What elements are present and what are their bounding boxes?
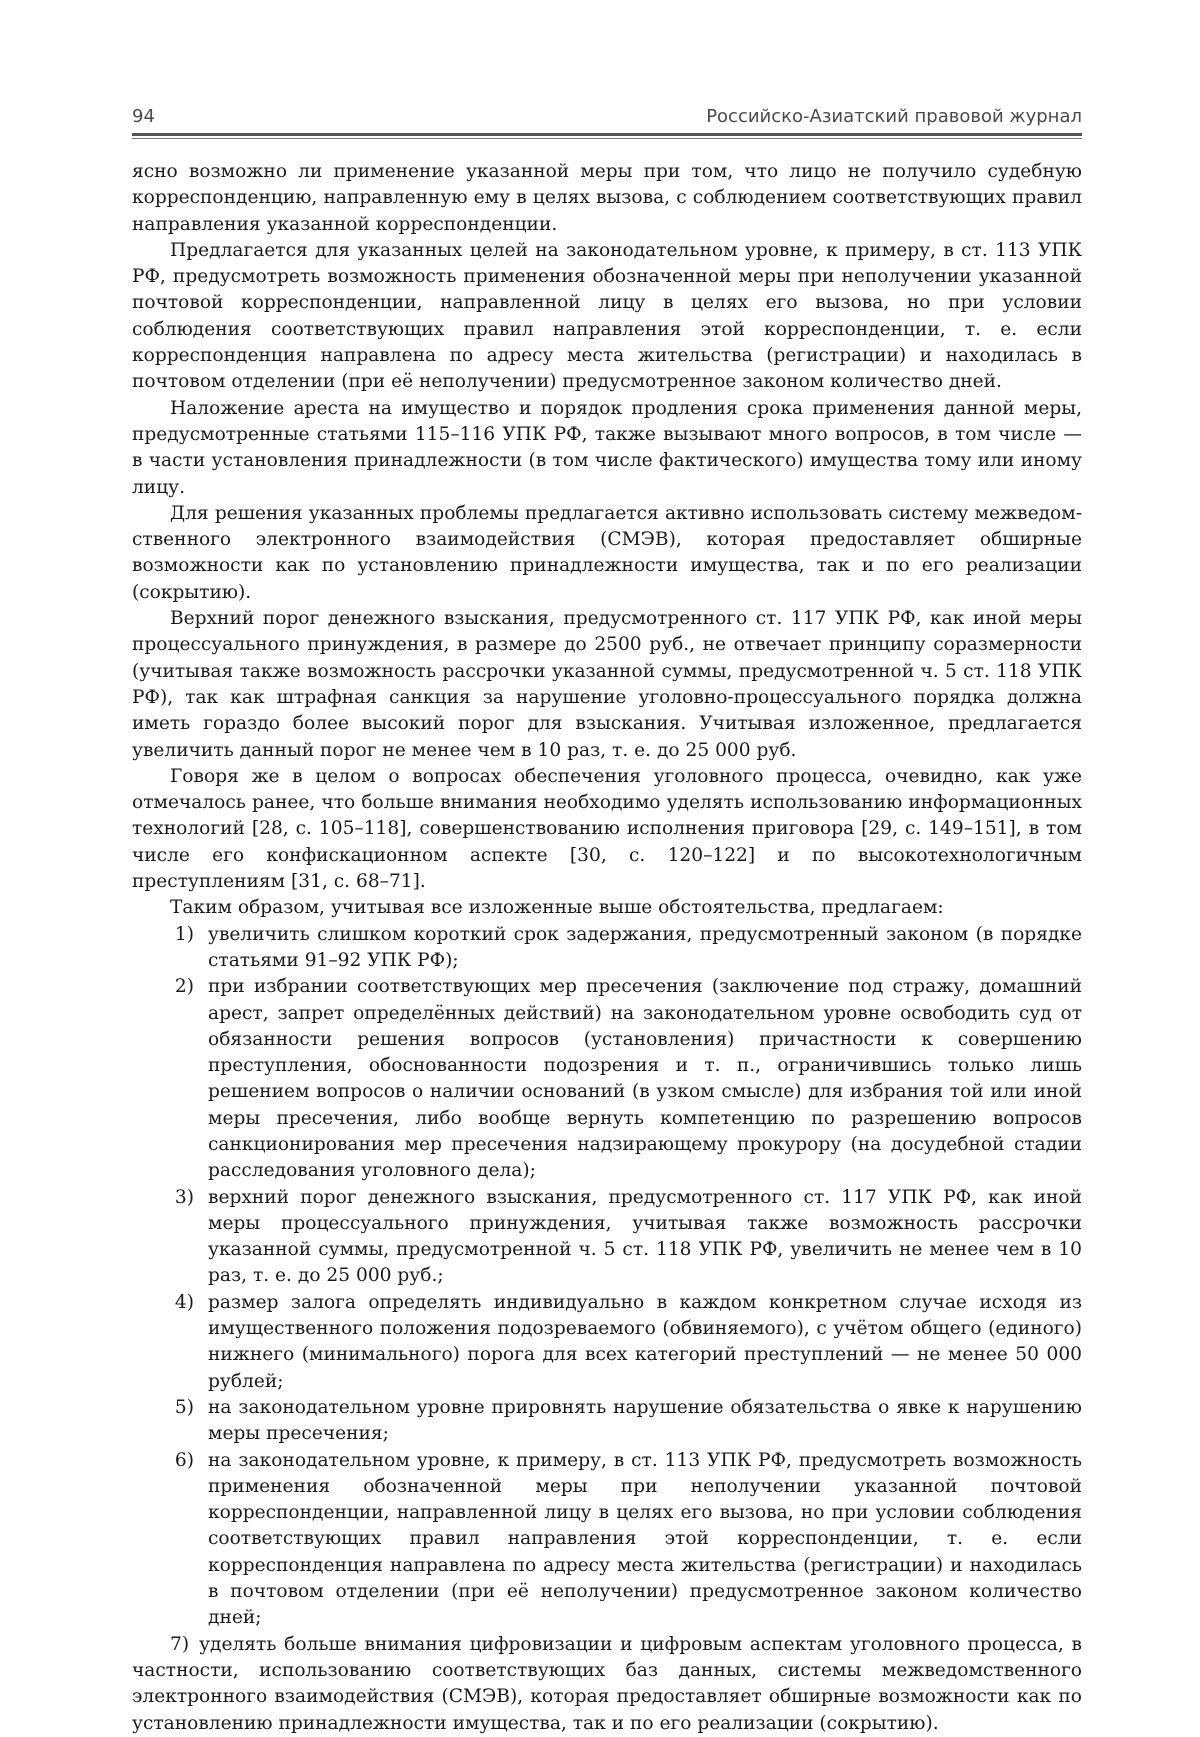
list-item-text: размер залога определять индивидуально в каждом конкретном случае исходя из имущественного положения подозреваемого (обвиняемого), с учётом общего (единого) нижнего (минимального) порога для всех категорий преступлений — не менее 50 000 рублей;: [208, 1291, 1082, 1392]
journal-title: Российско-Азиатский правовой журнал: [706, 106, 1082, 127]
list-item: [132, 1185, 1082, 1290]
page-number: 94: [132, 106, 155, 127]
list-item-number: 2): [174, 976, 194, 998]
list-item: [132, 1448, 1082, 1632]
final-item-text: уделять больше внимания цифровизации и цифровым аспектам уголовного процесса, в частности, использованию соответствующих баз данных, системы межведомственного электронного взаимодействия (СМЭВ), которая предоставляет обширные возможности как по установлению принадлежности имущества, так и по его реализации (сокрытию).: [132, 1633, 1082, 1734]
list-item-number: 4): [174, 1291, 194, 1313]
paragraph: Для решения указанных проблемы предлагается активно использовать систему межведомственного электронного взаимодействия (СМЭВ), которая предоставляет обширные возможности как по установлению принадлежности имущества, так и по его реализации (сокрытию).: [132, 502, 1082, 603]
paragraph: Верхний порог денежного взыскания, предусмотренного ст. 117 УПК РФ, как иной меры процессуального принуждения, в размере до 2500 руб., не отвечает принципу соразмерности (учитывая также возможность рассрочки указанной суммы, предусмотренной ч. 5 ст. 118 УПК РФ), так как штрафная санкция за нарушение уголовно-процессуального порядка должна иметь гораздо более высокий порог для взыскания. Учитывая изложенное, предлагается увеличить данный порог не менее чем в 10 раз, т. е. до 25 000 руб.: [132, 608, 1082, 761]
list-item-text: при избрании соответствующих мер пресечения (заключение под стражу, домашний арест, запрет определённых действий) на законодательном уровне освободить суд от обязанности решения вопросов (установления) причастности к совершению преступления, обоснованности подозрения и т. п., ограничившись только лишь решением вопросов о наличии оснований (в узком смысле) для избрания той или иной меры пресечения, либо вообще вернуть компетенцию по разрешению вопросов санкционирования мер пресечения надзирающему прокурору (на досудебной стадии расследования уголовного дела);: [208, 976, 1082, 1182]
paragraph: Предлагается для указанных целей на законодательном уровне, к примеру, в ст. 113 УПК РФ, предусмотреть возможность применения обозначенной меры при неполучении указанной почтовой корреспонденции, направленной лицу в целях его вызова, но при условии соблюдения соответствующих правил направления этой корреспонденции, т. е. если корреспонденция направлена по адресу места жительства (регистрации) и находилась в почтовом отделении (при её неполучении) предусмотренное законом количество дней.: [132, 239, 1082, 393]
journal-page: [132, 106, 1082, 1737]
header-rule-thin: [132, 138, 1082, 139]
header-rule: [132, 133, 1082, 136]
list-item-number: 3): [174, 1186, 194, 1208]
paragraph: Наложение ареста на имущество и порядок продления срока применения данной меры, предусмотренные статьями 115–116 УПК РФ, также вызывают много вопросов, в том числе — в части установления принадлежности (в том числе фактического) имущества тому или иному лицу.: [132, 397, 1082, 498]
list-item: [132, 922, 1082, 975]
list-item: [132, 974, 1082, 1184]
proposals-list: [132, 922, 1082, 1632]
article-body: [132, 159, 1082, 1737]
paragraph-continuation: ясно возможно ли применение указанной меры при том, что лицо не получило судебную корреспонденцию, направленную ему в целях вызова, с соблюдением соответствующих правил направления указанной корреспонденции.: [132, 161, 1082, 235]
list-item: [132, 1290, 1082, 1395]
list-item-text: верхний порог денежного взыскания, предусмотренного ст. 117 УПК РФ, как иной меры процессуального принуждения, учитывая также возможность рассрочки указанной суммы, предусмотренной ч. 5 ст. 118 УПК РФ, увеличить не менее чем в 10 раз, т. е. до 25 000 руб.;: [208, 1186, 1082, 1287]
final-item-number: 7): [170, 1633, 190, 1655]
paragraph: Говоря же в целом о вопросах обеспечения уголовного процесса, очевидно, как уже отмечалось ранее, что больше внимания необходимо уделять использованию информационных технологий [28, с. 105–118], совершенствованию исполнения приговора [29, с. 149–151], в том числе его конфискационном аспекте [30, с. 120–122] и по высокотехнологичным преступлениям [31, с. 68–71].: [132, 765, 1082, 893]
list-item-text: на законодательном уровне прировнять нарушение обязательства о явке к нарушению меры пресечения;: [208, 1396, 1082, 1445]
list-item-number: 5): [174, 1396, 194, 1418]
list-item-text: на законодательном уровне, к примеру, в ст. 113 УПК РФ, предусмотреть возможность применения обозначенной меры при неполучении указанной почтовой корреспонденции, направленной лицу в целях его вызова, но при условии соблюдения соответствующих правил направления этой корреспонденции, т. е. если корреспонденция направлена по адресу места жительства (регистрации) и находилась в почтовом отделении (при её неполучении) предусмотренное законом количество дней;: [208, 1449, 1082, 1629]
running-head: [132, 106, 1082, 133]
list-item-number: 1): [174, 923, 194, 945]
list-item-text: увеличить слишком короткий срок задержания, предусмотренный законом (в порядке статьями 91–92 УПК РФ);: [208, 923, 1082, 971]
list-item-number: 6): [174, 1449, 194, 1471]
list-item: [132, 1395, 1082, 1448]
paragraph-final-item: [132, 1632, 1082, 1737]
paragraph-list-intro: Таким образом, учитывая все изложенные выше обстоятельства, предлагаем:: [170, 897, 944, 919]
